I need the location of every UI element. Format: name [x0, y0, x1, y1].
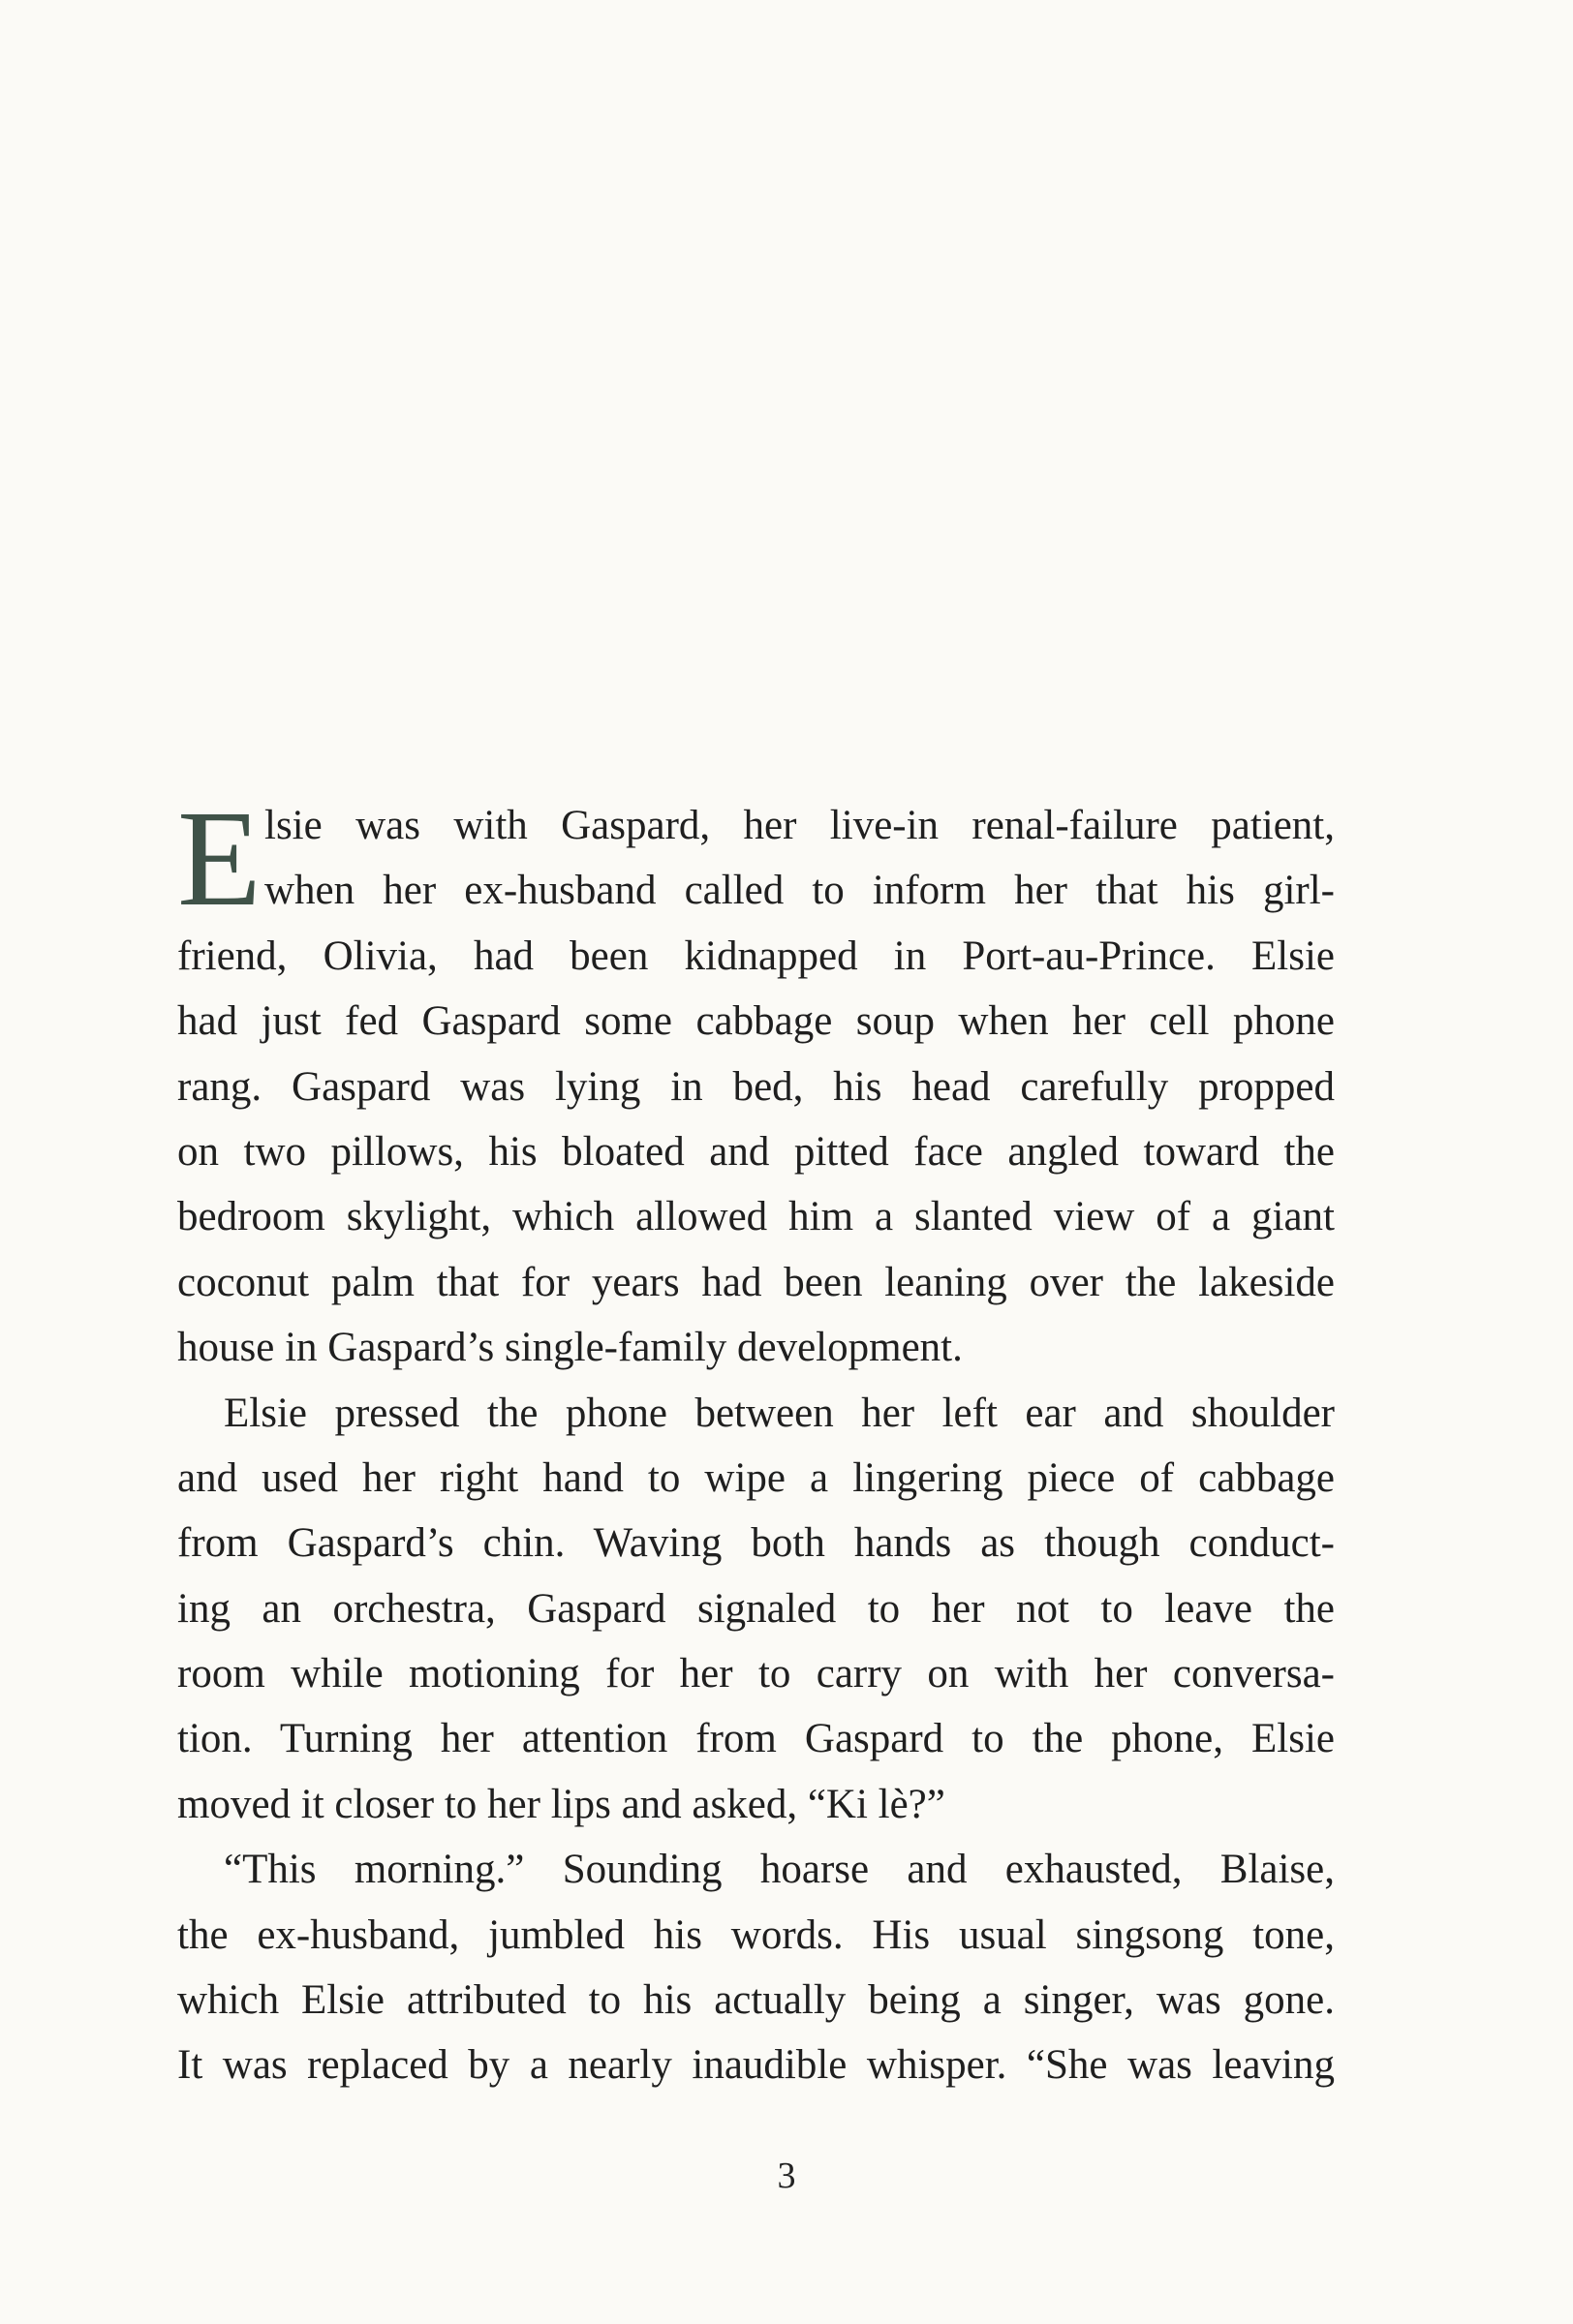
text-line: which Elsie attributed to his actually being a singer, was gone. — [177, 1977, 1335, 2024]
text-line: had just fed Gaspard some cabbage soup when her cell phone — [177, 998, 1335, 1045]
drop-cap: E — [177, 781, 262, 934]
text-line: ing an orchestra, Gaspard signaled to her not to leave the — [177, 1585, 1335, 1632]
text-line: the ex-husband, jumbled his words. His usual singsong tone, — [177, 1911, 1335, 1958]
text-line: room while motioning for her to carry on with her conversa- — [177, 1651, 1335, 1697]
text-line: lsie was with Gaspard, her live-in renal-failure patient, — [264, 803, 1335, 848]
text-line: friend, Olivia, had been kidnapped in Port-au-Prince. Elsie — [177, 933, 1335, 979]
text-line: moved it closer to her lips and asked, “Ki lè?” — [177, 1781, 945, 1827]
text-line: “This morning.” Sounding hoarse and exhausted, Blaise, — [224, 1847, 1335, 1893]
text-line: rang. Gaspard was lying in bed, his head carefully propped — [177, 1063, 1335, 1110]
page-number: 3 — [777, 2156, 796, 2196]
text-line: tion. Turning her attention from Gaspard to the phone, Elsie — [177, 1716, 1335, 1762]
text-line: coconut palm that for years had been leaning over the lakeside — [177, 1259, 1335, 1305]
text-line: Elsie pressed the phone between her left ear and shoulder — [224, 1390, 1335, 1436]
text-line: house in Gaspard’s single-family development. — [177, 1325, 963, 1371]
text-line: and used her right hand to wipe a lingering piece of cabbage — [177, 1454, 1335, 1501]
text-line: when her ex-husband called to inform her that his girl- — [264, 868, 1335, 914]
text-line: bedroom skylight, which allowed him a slanted view of a giant — [177, 1194, 1335, 1240]
body-text — [177, 781, 1335, 2098]
text-line: from Gaspard’s chin. Waving both hands as though conduct- — [177, 1520, 1335, 1567]
text-line: It was replaced by a nearly inaudible whisper. “She was leaving — [177, 2042, 1335, 2089]
text-line: on two pillows, his bloated and pitted face angled toward the — [177, 1128, 1335, 1175]
